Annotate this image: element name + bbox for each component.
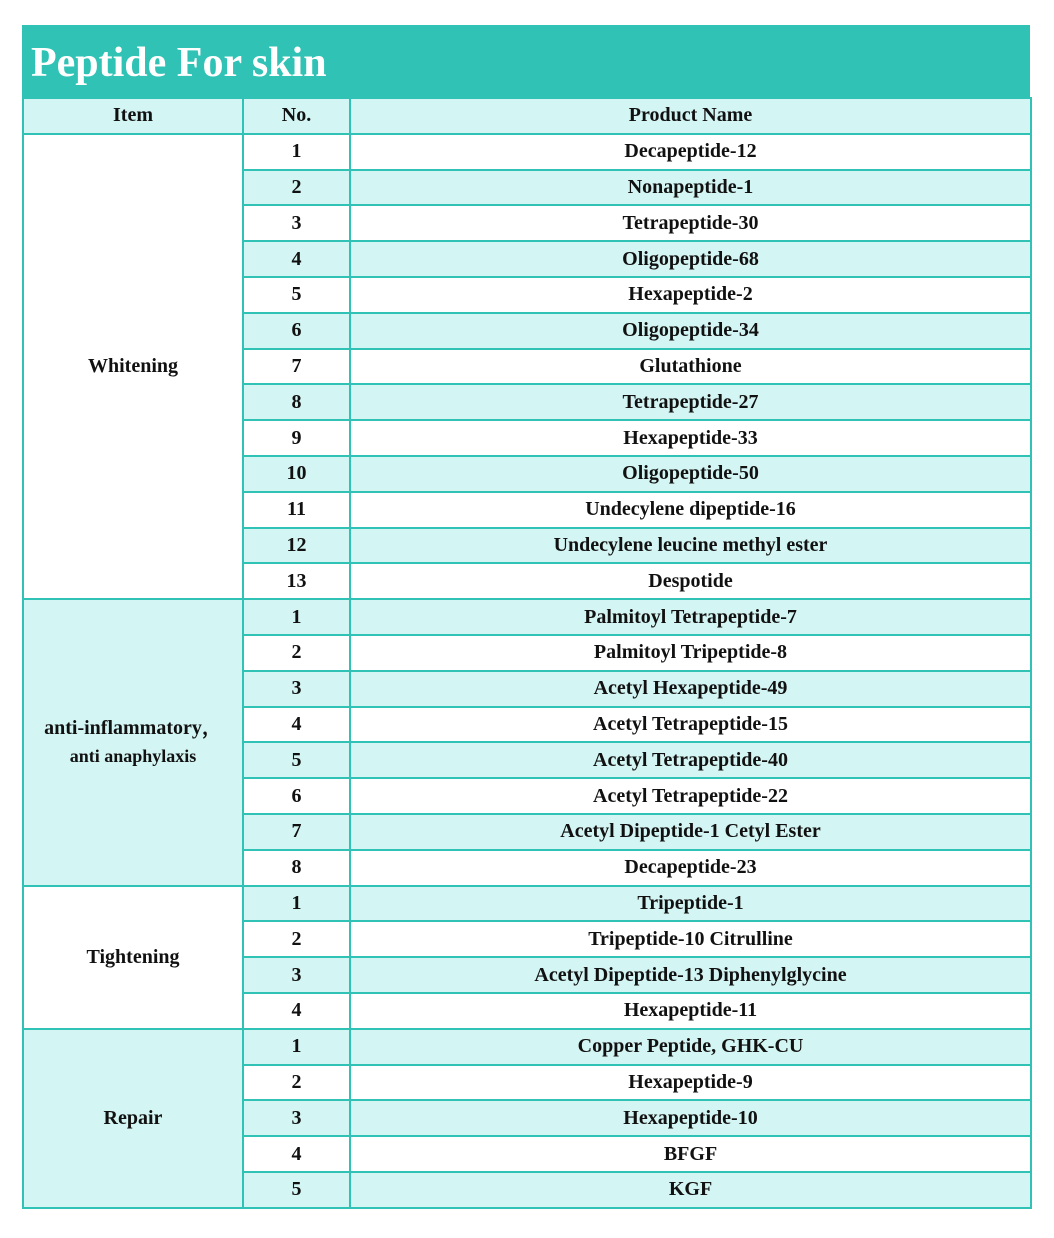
page-title: Peptide For skin — [22, 25, 1030, 97]
product-name-cell: Acetyl Hexapeptide-49 — [350, 671, 1031, 707]
product-number-cell: 4 — [243, 993, 350, 1029]
product-name-cell: Acetyl Tetrapeptide-40 — [350, 742, 1031, 778]
product-number-cell: 1 — [243, 1029, 350, 1065]
product-number-cell: 2 — [243, 635, 350, 671]
product-number-cell: 4 — [243, 1136, 350, 1172]
product-name-cell: Tripeptide-1 — [350, 886, 1031, 922]
item-category-label: anti anaphylaxis — [69, 746, 197, 767]
peptide-table-card — [22, 25, 1030, 1209]
item-category-label: anti-inflammatory， — [44, 717, 222, 740]
product-name-cell: Glutathione — [350, 349, 1031, 385]
item-category-label: Repair — [103, 1107, 163, 1130]
product-number-cell: 12 — [243, 528, 350, 564]
header-no: No. — [243, 98, 350, 134]
table-row — [23, 134, 1031, 170]
peptide-table — [22, 97, 1032, 1209]
table-body — [23, 134, 1031, 1208]
product-number-cell: 7 — [243, 814, 350, 850]
product-name-cell: Tripeptide-10 Citrulline — [350, 921, 1031, 957]
table-row — [23, 599, 1031, 635]
product-number-cell: 4 — [243, 707, 350, 743]
header-item: Item — [23, 98, 243, 134]
product-number-cell: 5 — [243, 1172, 350, 1208]
product-number-cell: 13 — [243, 563, 350, 599]
product-number-cell: 8 — [243, 850, 350, 886]
product-name-cell: Oligopeptide-50 — [350, 456, 1031, 492]
product-number-cell: 5 — [243, 277, 350, 313]
item-category-label: Tightening — [86, 946, 180, 969]
product-name-cell: Acetyl Dipeptide-1 Cetyl Ester — [350, 814, 1031, 850]
product-number-cell: 3 — [243, 205, 350, 241]
product-name-cell: Acetyl Tetrapeptide-15 — [350, 707, 1031, 743]
product-name-cell: Tetrapeptide-30 — [350, 205, 1031, 241]
item-category-cell — [23, 599, 243, 885]
product-name-cell: Decapeptide-23 — [350, 850, 1031, 886]
product-name-cell: BFGF — [350, 1136, 1031, 1172]
product-number-cell: 11 — [243, 492, 350, 528]
product-name-cell: Copper Peptide, GHK-CU — [350, 1029, 1031, 1065]
product-number-cell: 5 — [243, 742, 350, 778]
item-category-cell — [23, 886, 243, 1029]
table-row — [23, 886, 1031, 922]
product-name-cell: Hexapeptide-10 — [350, 1100, 1031, 1136]
item-category-label: Whitening — [87, 355, 179, 378]
product-number-cell: 3 — [243, 1100, 350, 1136]
product-number-cell: 8 — [243, 384, 350, 420]
table-header-row — [23, 98, 1031, 134]
product-number-cell: 6 — [243, 313, 350, 349]
product-name-cell: Undecylene leucine methyl ester — [350, 528, 1031, 564]
product-name-cell: Hexapeptide-33 — [350, 420, 1031, 456]
product-name-cell: Acetyl Tetrapeptide-22 — [350, 778, 1031, 814]
product-name-cell: Decapeptide-12 — [350, 134, 1031, 170]
product-number-cell: 4 — [243, 241, 350, 277]
product-name-cell: Palmitoyl Tripeptide-8 — [350, 635, 1031, 671]
product-name-cell: Tetrapeptide-27 — [350, 384, 1031, 420]
product-name-cell: Hexapeptide-11 — [350, 993, 1031, 1029]
product-number-cell: 2 — [243, 1065, 350, 1101]
table-row — [23, 1029, 1031, 1065]
product-number-cell: 2 — [243, 170, 350, 206]
product-name-cell: Undecylene dipeptide-16 — [350, 492, 1031, 528]
product-name-cell: Despotide — [350, 563, 1031, 599]
product-number-cell: 2 — [243, 921, 350, 957]
product-number-cell: 1 — [243, 886, 350, 922]
product-number-cell: 1 — [243, 134, 350, 170]
product-number-cell: 10 — [243, 456, 350, 492]
product-number-cell: 7 — [243, 349, 350, 385]
product-name-cell: Oligopeptide-34 — [350, 313, 1031, 349]
product-number-cell: 1 — [243, 599, 350, 635]
product-number-cell: 3 — [243, 671, 350, 707]
product-name-cell: Palmitoyl Tetrapeptide-7 — [350, 599, 1031, 635]
product-name-cell: Acetyl Dipeptide-13 Diphenylglycine — [350, 957, 1031, 993]
header-product-name: Product Name — [350, 98, 1031, 134]
product-name-cell: Hexapeptide-2 — [350, 277, 1031, 313]
product-name-cell: KGF — [350, 1172, 1031, 1208]
item-category-cell — [23, 134, 243, 599]
product-name-cell: Nonapeptide-1 — [350, 170, 1031, 206]
product-name-cell: Oligopeptide-68 — [350, 241, 1031, 277]
product-name-cell: Hexapeptide-9 — [350, 1065, 1031, 1101]
product-number-cell: 9 — [243, 420, 350, 456]
item-category-cell — [23, 1029, 243, 1208]
product-number-cell: 3 — [243, 957, 350, 993]
product-number-cell: 6 — [243, 778, 350, 814]
